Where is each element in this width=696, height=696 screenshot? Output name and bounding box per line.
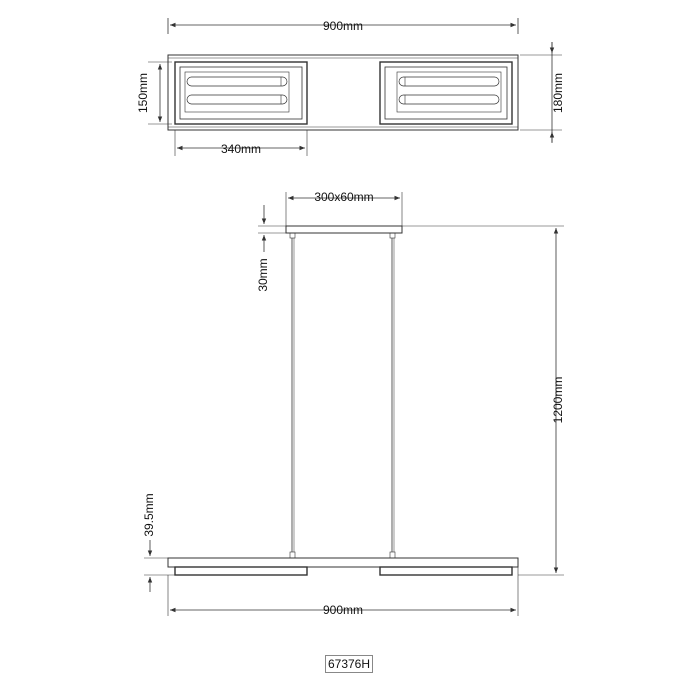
lamp-diffuser-left <box>175 567 307 575</box>
top-panel-width-label: 340mm <box>220 142 262 156</box>
right-light-panel <box>380 62 512 124</box>
bottom-width-label: 900mm <box>322 603 364 617</box>
lamp-diffuser-right <box>380 567 512 575</box>
side-view <box>144 192 564 616</box>
canopy-size-label: 300x60mm <box>314 190 374 204</box>
total-height-label: 1200mm <box>551 376 565 424</box>
top-width-label: 900mm <box>322 19 364 33</box>
lamp-height-label: 39.5mm <box>142 493 156 537</box>
left-light-panel <box>175 62 307 124</box>
top-right-height-label: 180mm <box>551 72 565 114</box>
model-code-box <box>325 655 373 673</box>
ceiling-canopy <box>286 226 402 233</box>
top-view <box>148 18 562 156</box>
model-code: 67376H <box>327 657 371 671</box>
canopy-height-label: 30mm <box>256 258 270 292</box>
lamp-body <box>168 558 518 567</box>
top-left-height-label: 150mm <box>136 72 150 114</box>
